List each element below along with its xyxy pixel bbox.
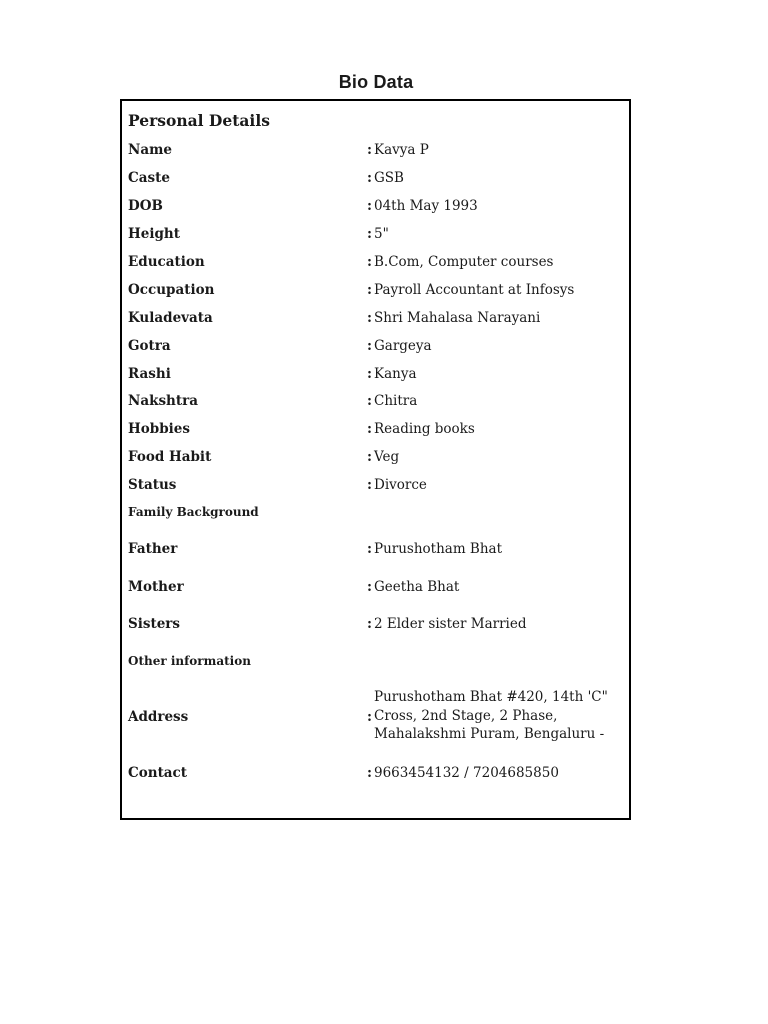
row-separator: : [367,282,372,298]
row-label: Hobbies [128,421,190,437]
row-value: 9663454132 / 7204685850 [374,765,559,781]
row-separator: : [367,477,372,493]
row-label: Education [128,254,205,270]
row-kuladevata [122,308,629,328]
row-label: Mother [128,579,184,595]
row-separator: : [367,170,372,186]
row-value: Veg [374,449,400,465]
row-separator: : [367,366,372,382]
row-label: Nakshtra [128,393,198,409]
row-status [122,475,629,495]
row-nakshtra [122,391,629,411]
row-separator: : [367,616,372,632]
row-label: DOB [128,198,163,214]
row-value: Shri Mahalasa Narayani [374,310,541,326]
row-caste [122,168,629,188]
row-father [122,539,629,559]
document-title: Bio Data [338,72,414,92]
row-value: 5" [374,226,389,242]
row-separator: : [367,421,372,437]
row-label: Status [128,477,177,493]
row-value: Reading books [374,421,475,437]
row-value: Kavya P [374,142,429,158]
row-hobbies [122,419,629,439]
row-value: Gargeya [374,338,432,354]
row-separator: : [367,310,372,326]
row-contact [122,763,629,783]
row-label: Name [128,142,172,158]
row-label: Father [128,541,178,557]
row-label: Height [128,226,180,242]
row-value: Payroll Accountant at Infosys [374,282,575,298]
row-education [122,252,629,272]
row-occupation [122,280,629,300]
row-dob [122,196,629,216]
address-line: Purushotham Bhat #420, 14th 'C" [374,689,608,705]
row-separator: : [367,198,372,214]
row-food-habit [122,447,629,467]
row-label: Contact [128,765,188,781]
row-label: Sisters [128,616,181,632]
family-background-heading: Family Background [128,505,259,519]
row-label: Caste [128,170,170,186]
address-line: Mahalakshmi Puram, Bengaluru - [374,726,605,742]
row-label: Address [128,709,189,725]
row-label: Food Habit [128,449,212,465]
row-separator: : [367,449,372,465]
row-value: Divorce [374,477,427,493]
row-mother [122,577,629,597]
biodata-table [120,99,631,820]
row-separator: : [367,226,372,242]
row-separator: : [367,142,372,158]
row-separator: : [367,541,372,557]
row-value: Geetha Bhat [374,579,460,595]
row-label: Occupation [128,282,215,298]
row-sisters [122,614,629,634]
row-separator: : [367,709,372,725]
row-separator: : [367,338,372,354]
row-value: GSB [374,170,404,186]
row-gotra [122,336,629,356]
row-value: Purushotham Bhat [374,541,503,557]
row-separator: : [367,765,372,781]
row-name [122,140,629,160]
row-height [122,224,629,244]
row-value: 04th May 1993 [374,198,478,214]
address-line: Cross, 2nd Stage, 2 Phase, [374,707,558,724]
personal-details-heading: Personal Details [128,111,270,130]
address-value [374,688,624,744]
row-separator: : [367,393,372,409]
row-separator: : [367,579,372,595]
row-value: Kanya [374,366,417,382]
row-label: Rashi [128,366,171,382]
row-value: 2 Elder sister Married [374,616,527,632]
row-rashi [122,364,629,384]
row-value: B.Com, Computer courses [374,254,554,270]
row-separator: : [367,254,372,270]
row-label: Kuladevata [128,310,213,326]
row-value: Chitra [374,393,418,409]
other-information-heading: Other information [128,654,251,668]
row-label: Gotra [128,338,171,354]
